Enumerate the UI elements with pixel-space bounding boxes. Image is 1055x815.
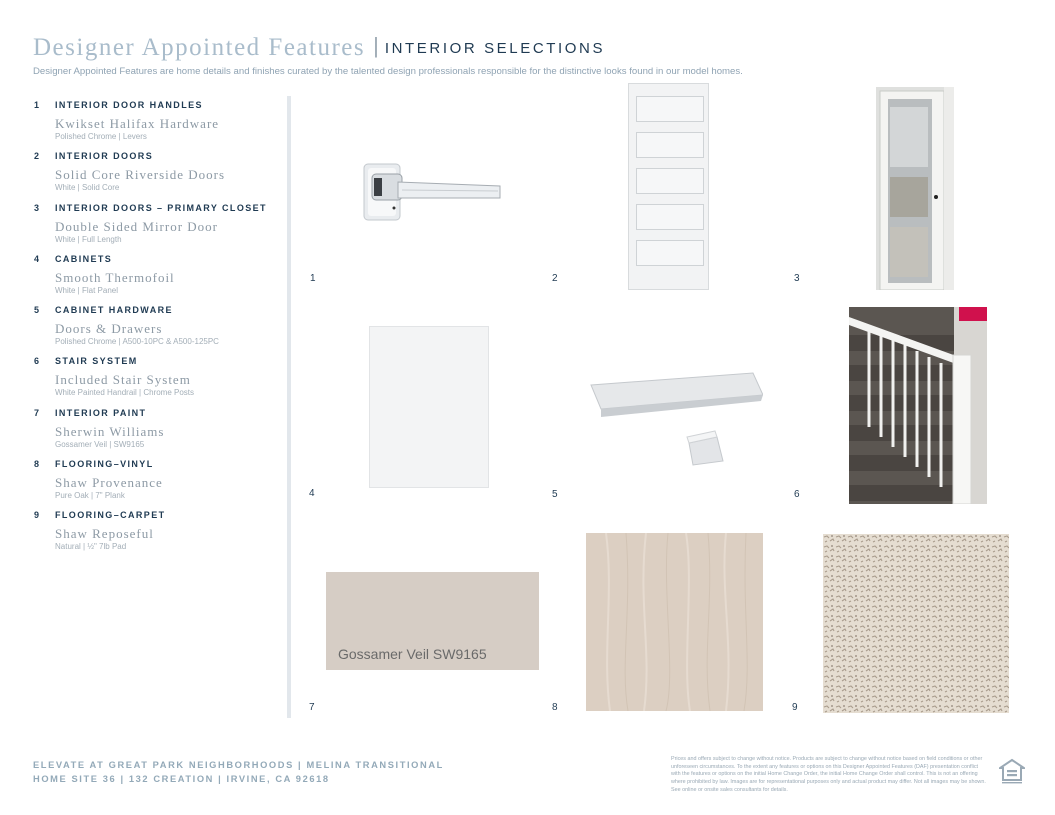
selection-category: FLOORING–CARPET <box>55 510 166 521</box>
selection-details: Polished Chrome | A500-10PC & A500-125PC <box>55 337 219 347</box>
selection-item <box>34 254 284 305</box>
image-number-8: 8 <box>552 702 558 713</box>
paint-swatch-image <box>326 572 539 670</box>
page-subtitle: INTERIOR SELECTIONS <box>384 40 606 57</box>
selection-item <box>34 510 284 561</box>
selection-item <box>34 408 284 459</box>
image-number-4: 4 <box>309 488 315 499</box>
selection-item <box>34 459 284 510</box>
selection-item <box>34 203 284 254</box>
selection-details: White Painted Handrail | Chrome Posts <box>55 388 195 398</box>
selection-number: 8 <box>34 459 40 470</box>
cabinet-hardware-image <box>585 365 763 471</box>
thermofoil-panel-image <box>369 326 489 488</box>
footer-address: HOME SITE 36 | 132 CREATION | IRVINE, CA 92618 <box>33 774 330 784</box>
selection-number: 9 <box>34 510 40 521</box>
selection-number: 3 <box>34 202 40 213</box>
selection-item <box>34 151 284 202</box>
selection-category: STAIR SYSTEM <box>55 356 138 367</box>
image-number-7: 7 <box>309 702 315 713</box>
selection-item <box>34 356 284 407</box>
selection-product: Shaw Provenance <box>55 475 163 491</box>
vinyl-flooring-image <box>586 533 763 711</box>
selection-category: INTERIOR PAINT <box>55 407 147 418</box>
page-header <box>33 34 605 62</box>
selection-details: Natural | ½" 7lb Pad <box>55 542 127 552</box>
door-lever-image <box>358 160 508 230</box>
selection-details: White | Flat Panel <box>55 285 118 295</box>
image-number-1: 1 <box>310 273 316 284</box>
mirror-door-image <box>876 87 954 290</box>
selection-number: 6 <box>34 356 40 367</box>
selection-number: 5 <box>34 305 40 316</box>
image-number-5: 5 <box>552 489 558 500</box>
footer-disclaimer: Prices and offers subject to change without notice. Products are subject to change without notice based on field conditions or other unforeseen circumstances. To the extent any features or options on this Designer Appointed Features (DAF) presentation conflict with the features or options on the initial Home Change Order, the initial Home Change Order shall control. This is not an offering where prohibited by law. Images are for representational purposes only and actual product may differ. Not all images may be shown. See online or onsite sales consultants for details. <box>671 756 986 793</box>
selection-product: Included Stair System <box>55 372 191 388</box>
selection-product: Solid Core Riverside Doors <box>55 167 226 183</box>
page-title: Designer Appointed Features <box>33 34 366 61</box>
selection-product: Kwikset Halifax Hardware <box>55 116 220 131</box>
carpet-image <box>823 534 1009 713</box>
column-divider <box>287 96 291 718</box>
selection-details: Gossamer Veil | SW9165 <box>55 439 145 449</box>
image-number-6: 6 <box>794 489 800 500</box>
selection-product: Double Sided Mirror Door <box>55 218 219 234</box>
title-separator: | <box>373 33 379 58</box>
image-number-9: 9 <box>792 702 798 713</box>
riverside-door-image <box>628 83 709 290</box>
selection-category: INTERIOR DOORS – PRIMARY CLOSET <box>55 202 267 213</box>
selection-number: 1 <box>34 100 40 110</box>
selections-list <box>34 100 284 562</box>
image-number-2: 2 <box>552 273 558 284</box>
selection-item <box>34 100 284 151</box>
selection-category: INTERIOR DOOR HANDLES <box>55 100 203 110</box>
selection-number: 4 <box>34 253 40 264</box>
selection-details: White | Solid Core <box>55 183 120 193</box>
selection-category: CABINET HARDWARE <box>55 305 173 316</box>
selection-item <box>34 305 284 356</box>
paint-swatch-label: Gossamer Veil SW9165 <box>338 646 487 662</box>
footer-community: ELEVATE AT GREAT PARK NEIGHBORHOODS | MELINA TRANSITIONAL <box>33 760 444 770</box>
image-number-3: 3 <box>794 273 800 284</box>
equal-housing-opportunity-icon <box>999 758 1025 786</box>
selection-product: Shaw Reposeful <box>55 526 154 542</box>
selection-details: White | Full Length <box>55 234 122 244</box>
selection-product: Sherwin Williams <box>55 423 165 439</box>
selection-details: Polished Chrome | Levers <box>55 132 147 141</box>
intro-text: Designer Appointed Features are home details and finishes curated by the talented design professionals responsible for the distinctive looks found in our model homes. <box>33 66 743 77</box>
selection-number: 2 <box>34 151 40 162</box>
selection-product: Smooth Thermofoil <box>55 269 175 285</box>
stair-system-image <box>849 307 987 504</box>
selection-number: 7 <box>34 407 40 418</box>
selection-category: FLOORING–VINYL <box>55 459 154 470</box>
selection-category: INTERIOR DOORS <box>55 151 154 162</box>
selection-details: Pure Oak | 7" Plank <box>55 491 125 501</box>
selection-category: CABINETS <box>55 253 113 264</box>
selection-product: Doors & Drawers <box>55 321 163 337</box>
